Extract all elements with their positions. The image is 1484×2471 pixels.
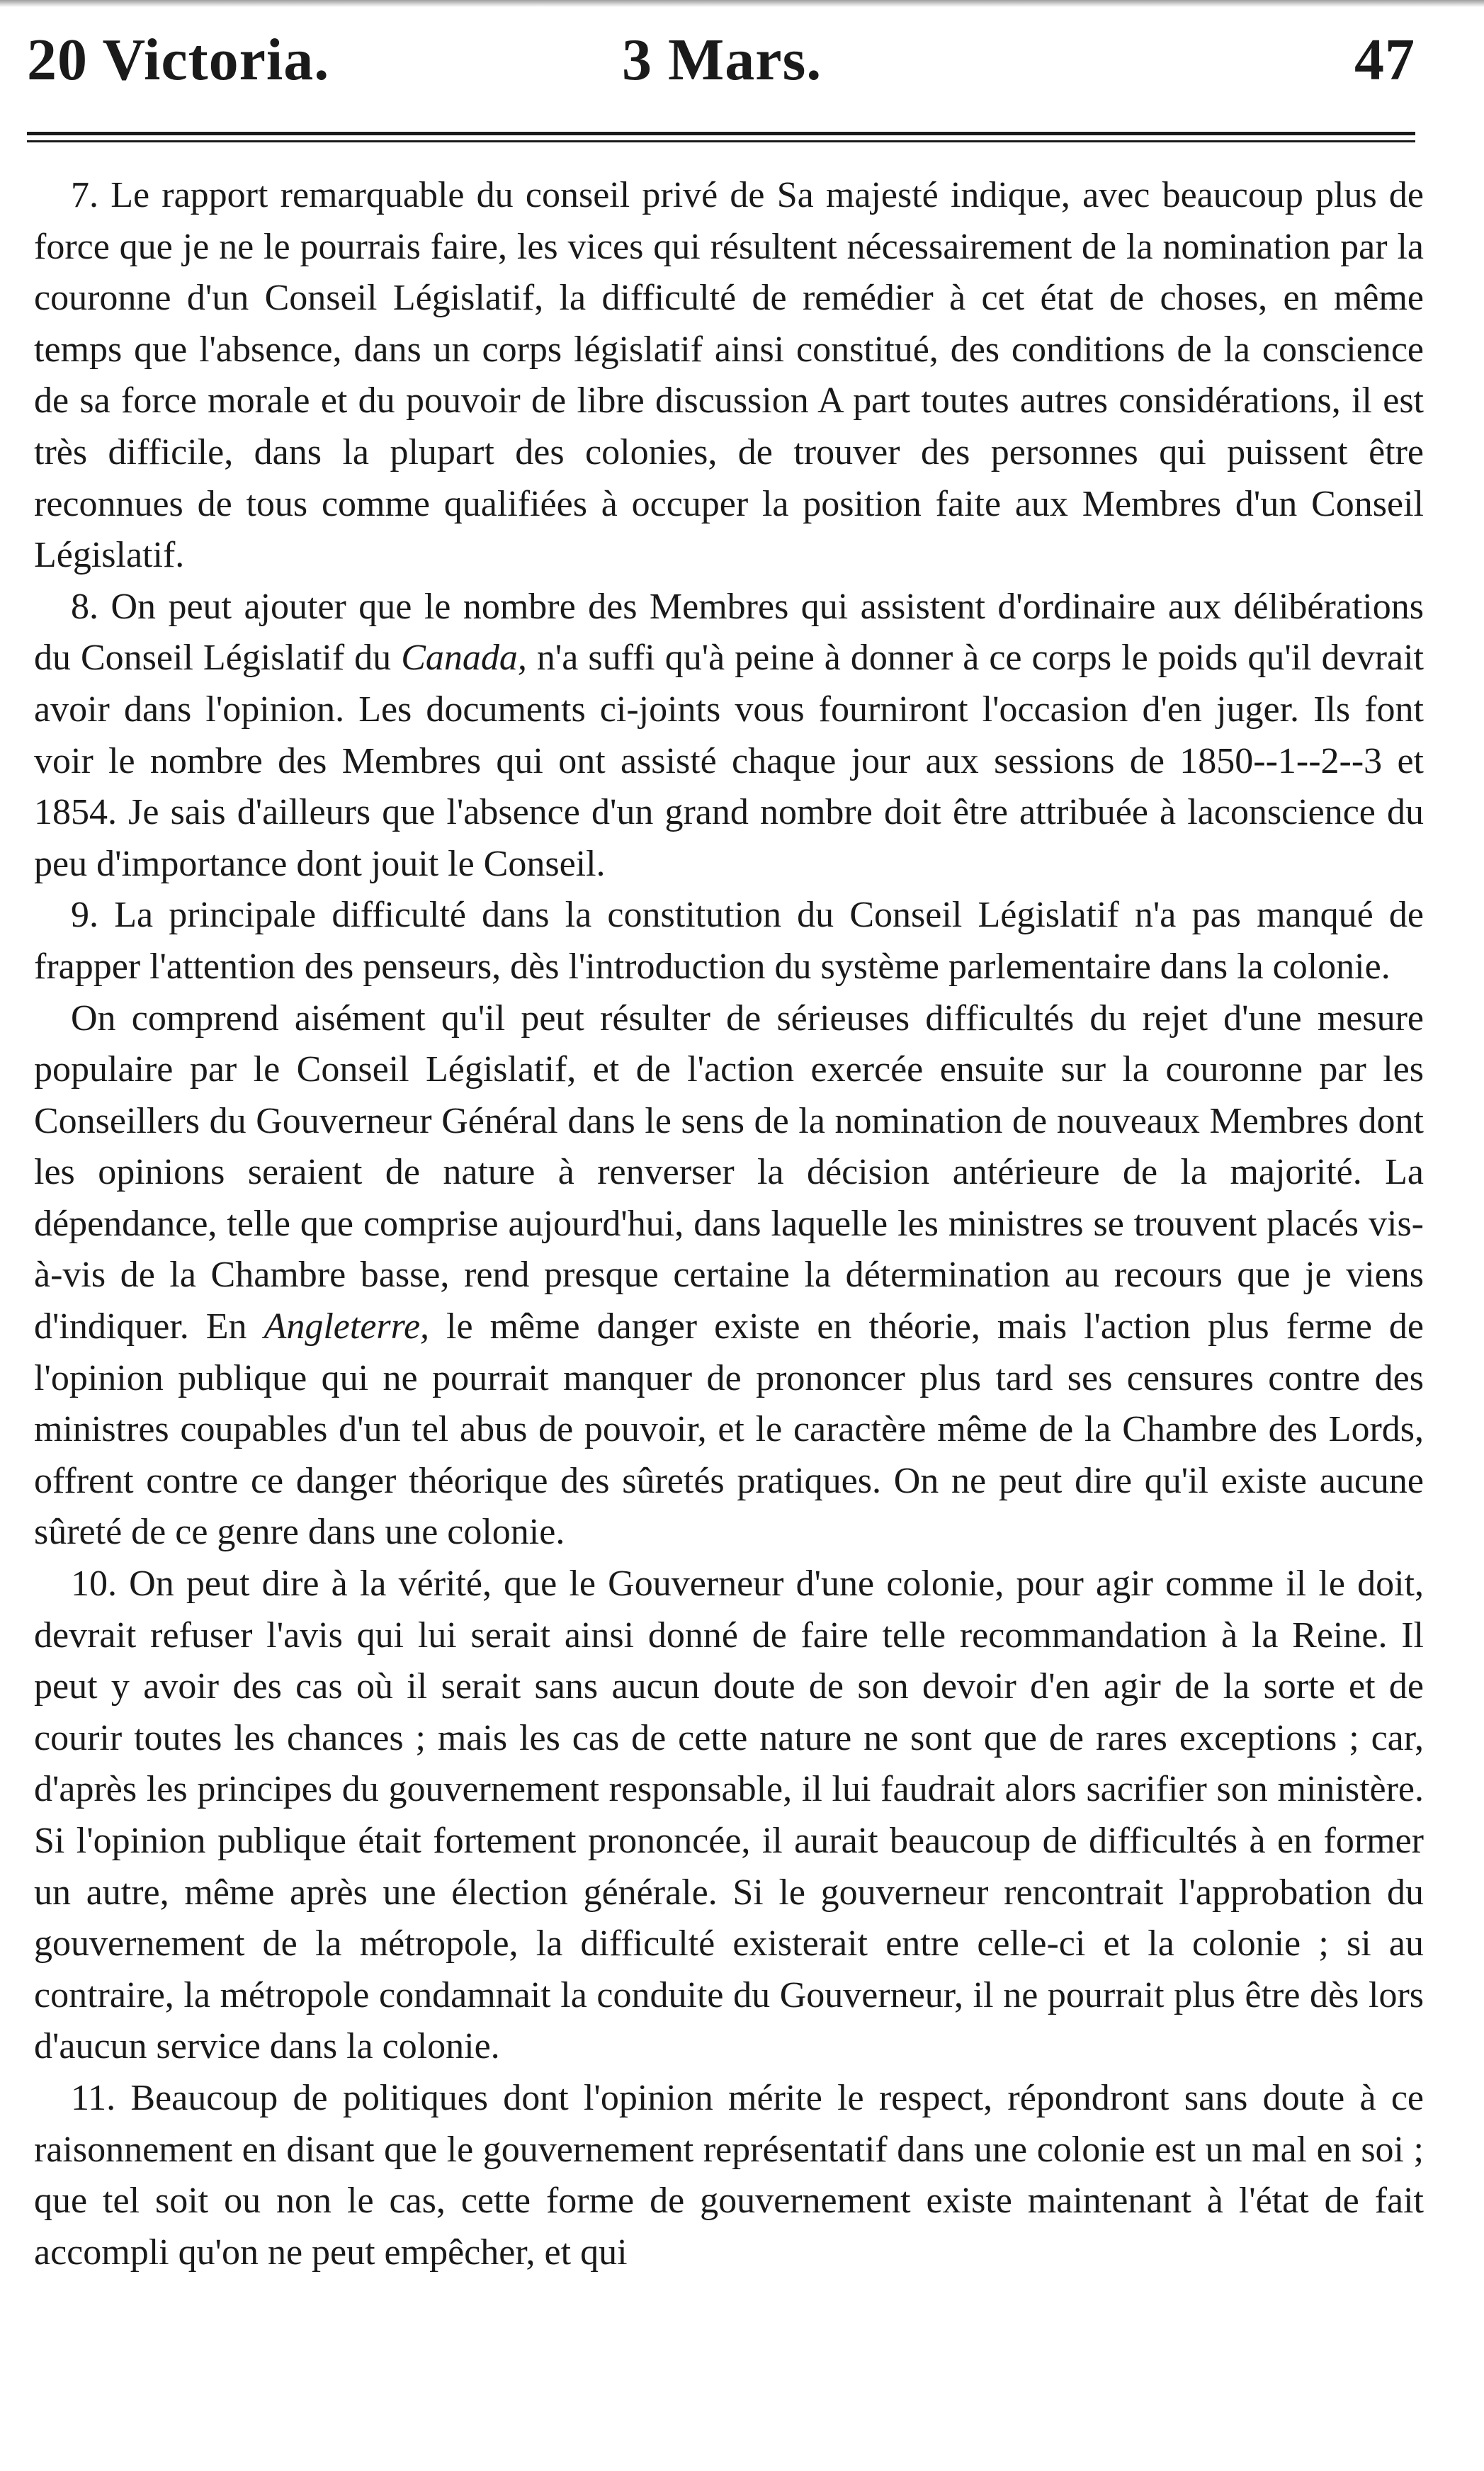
- paragraph-7: [34, 170, 1424, 582]
- page-number: 47: [1354, 27, 1415, 93]
- paragraph-text: 8. On peut ajouter que le nombre des Membres qui assistent d'ordinaire aux délibérations du Conseil Législatif du: [34, 586, 1424, 679]
- paragraph-text: n'a suffi qu'à peine à donner à ce corps le poids qu'il devrait avoir dans l'opinion. Les documents ci-joints vous fourniront l'occasion d'en juger. Ils font voir le nombre des Membres qui ont assisté chaque jour aux sessions de 1850--1--2--3 et 1854. Je sais d'ailleurs que l'absence d'un grand nombre doit être attribuée à laconscience du peu d'importance dont jouit le Conseil.: [34, 638, 1424, 884]
- paragraph-text: 7. Le rapport remarquable du conseil privé de Sa majesté indique, avec beaucoup plus de force que je ne le pourrais faire, les vices qui résultent nécessairement de la nomination par la couronne d'un Conseil Législatif, la difficulté de remédier à cet état de choses, en même temps que l'absence, dans un corps législatif ainsi constitué, des conditions de la conscience de sa force morale et du pouvoir de libre discussion A part toutes autres considérations, il est très difficile, dans la plupart des colonies, de trouver des personnes qui puissent être reconnues de tous comme qualifiées à occuper la position faite aux Membres d'un Conseil Législatif.: [34, 175, 1424, 576]
- paragraph-text: 10. On peut dire à la vérité, que le Gouverneur d'une colonie, pour agir comme il le doit, devrait refuser l'avis qui lui serait ainsi donné de faire telle recommandation à la Reine. Il peut y avoir des cas où il serait sans aucun doute de son devoir d'en agir de la sorte et de courir toutes les chances ; mais les cas de cette nature ne sont que de rares exceptions ; car, d'après les principes du gouvernement responsable, il lui faudrait alors sacrifier son ministère. Si l'opinion publique était fortement prononcée, il aurait beaucoup de difficultés à en former un autre, même après une élection générale. Si le gouverneur rencontrait l'approbation du gouvernement de la métropole, la difficulté existerait entre celle-ci et la colonie ; si au contraire, la métropole condamnait la conduite du Gouverneur, il ne pourrait plus être dès lors d'aucun service dans la colonie.: [34, 1564, 1424, 2067]
- running-header: [27, 21, 1415, 99]
- header-date: 3 Mars.: [622, 27, 822, 93]
- page-top-edge: [0, 0, 1484, 7]
- header-rule-thin: [27, 140, 1415, 142]
- header-rule-thick: [27, 132, 1415, 135]
- paragraph-9: [34, 890, 1424, 993]
- paragraph-text: le même danger existe en théorie, mais l'action plus ferme de l'opinion publique qui ne pourrait manquer de prononcer plus tard ses censures contre des ministres coupables d'un tel abus de pouvoir, et le caractère même de la Chambre des Lords, offrent contre ce danger théorique des sûretés pratiques. On ne peut dire qu'il existe aucune sûreté de ce genre dans une colonie.: [34, 1306, 1424, 1553]
- paragraph-8: [34, 582, 1424, 890]
- paragraph-text: 11. Beaucoup de politiques dont l'opinion mérite le respect, répondront sans doute à ce raisonnement en disant que le gouvernement représentatif dans une colonie est un mal en soi ; que tel soit ou non le cas, cette forme de gouvernement existe maintenant à l'état de fait accompli qu'on ne peut empêcher, et qui: [34, 2077, 1424, 2273]
- place-name-canada: Canada,: [401, 638, 527, 679]
- paragraph-11: [34, 2073, 1424, 2278]
- body-text: [34, 170, 1424, 2278]
- place-name-angleterre: Angleterre,: [264, 1306, 430, 1347]
- paragraph-10: [34, 1559, 1424, 2073]
- paragraph-text: On comprend aisément qu'il peut résulter de sérieuses difficultés du rejet d'une mesure populaire par le Conseil Législatif, et de l'action exercée ensuite sur la couronne par les Conseillers du Gouverneur Général dans le sens de la nomination de nouveaux Membres dont les opinions seraient de nature à renverser la décision antérieure de la majorité. La dépendance, telle que comprise aujourd'hui, dans laquelle les ministres se trouvent placés vis-à-vis de la Chambre basse, rend presque certaine la détermination au recours que je viens d'indiquer. En: [34, 997, 1424, 1347]
- paragraph-text: 9. La principale difficulté dans la constitution du Conseil Législatif n'a pas manqué de frapper l'attention des penseurs, dès l'introduction du système parlementaire dans la colonie.: [34, 895, 1424, 987]
- header-session: 20 Victoria.: [27, 27, 330, 93]
- paragraph-9-continued: [34, 993, 1424, 1559]
